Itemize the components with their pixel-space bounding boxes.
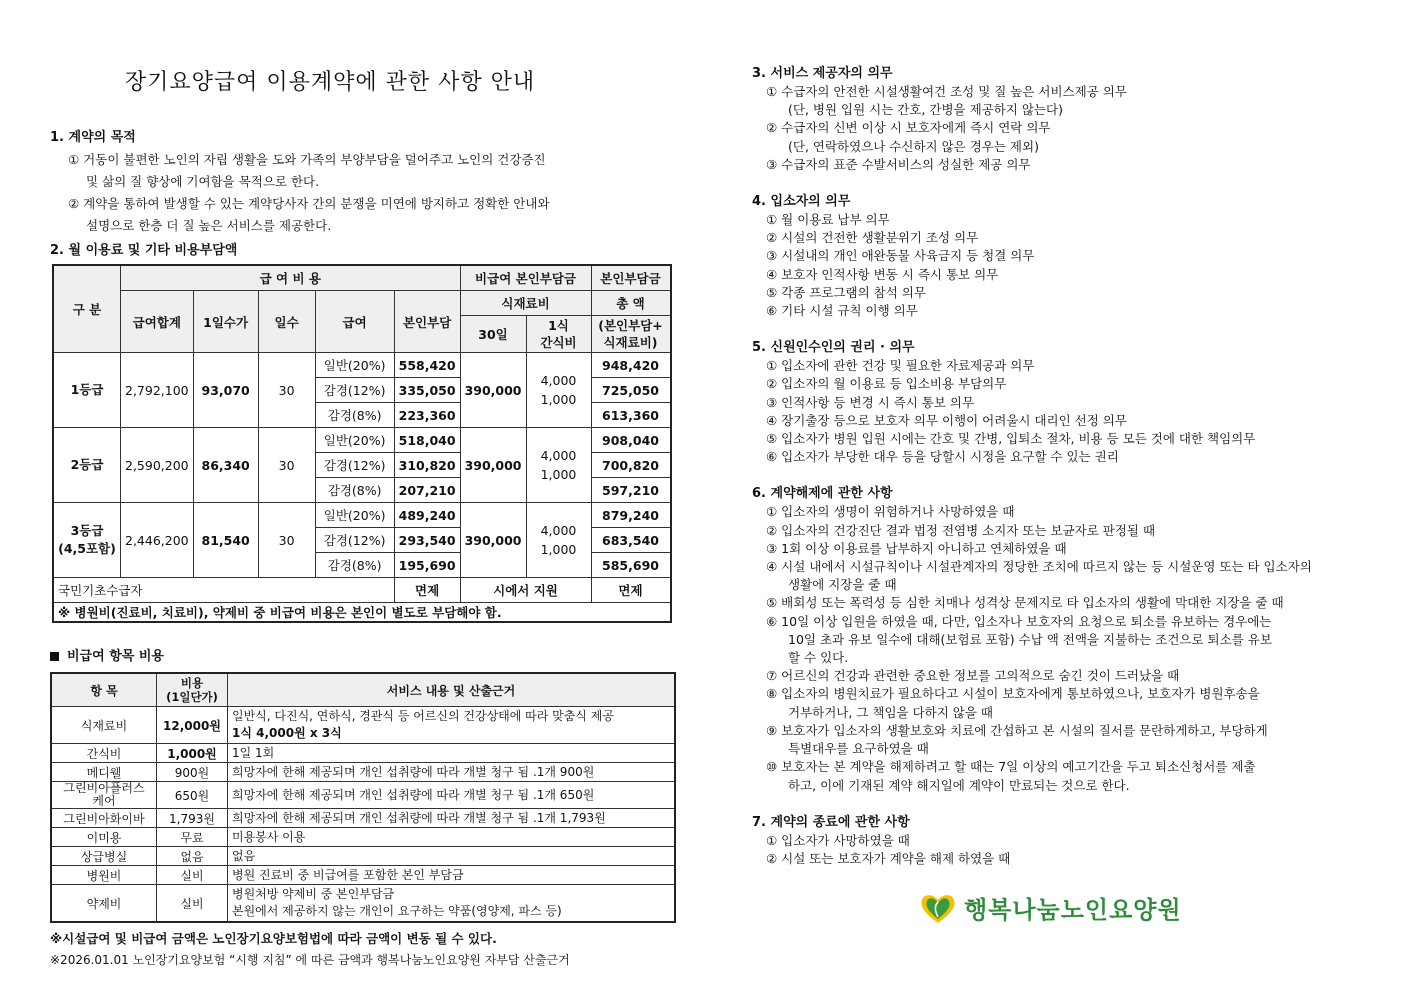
right-section-item: ⑩ 보호자는 본 계약을 해제하려고 할 때는 7일 이상의 예고기간을 두고 퇴소신청서를 제출 하고, 이에 기재된 계약 해지일에 계약이 만료되는 것으로 한다. — [766, 759, 1256, 793]
logo-text: 행복나눔노인요양원 — [964, 896, 1182, 924]
grade-daily: 81,540 — [193, 503, 258, 578]
grade-days: 30 — [258, 428, 315, 503]
right-section-item: ② 수급자의 신변 이상 시 보호자에게 즉시 연락 의무 (단, 연락하였으나 수신하지 않은 경우는 제외) — [766, 120, 1051, 154]
right-section-item: ② 시설의 건전한 생활분위기 조성 의무 — [766, 230, 979, 246]
grade-type: 감경(12%) — [315, 453, 394, 478]
right-column — [752, 62, 1372, 884]
purpose-2a: ② 계약을 통하여 발생할 수 있는 계약당사자 간의 분쟁을 미연에 방지하고 정확한 안내와 — [68, 196, 550, 211]
header-30days: 30일 — [460, 316, 526, 353]
grade-snack: 4,000 1,000 — [526, 503, 591, 578]
right-section-item: ⑥ 입소자가 부당한 대우 등을 당할시 시정을 요구할 수 있는 권리 — [766, 449, 1119, 465]
right-section-item: ⑧ 입소자의 병원치료가 필요하다고 시설이 보호자에게 통보하였으나, 보호자가 병원후송을 거부하거나, 그 책임을 다하지 않을 때 — [766, 686, 1260, 720]
grade-name: 2등급 — [53, 428, 121, 503]
header-total-1: 본인부담금 — [591, 265, 671, 291]
header-self: 본인부담 — [394, 291, 460, 353]
logo — [918, 890, 1182, 925]
right-section-item: ③ 수급자의 표준 수발서비스의 성실한 제공 의무 — [766, 156, 1031, 172]
right-section-item: ⑤ 배회성 또는 폭력성 등 심한 치매나 성격상 문제지로 타 입소자의 생활에 막대한 지장을 줄 때 — [766, 595, 1284, 611]
grade-days: 30 — [258, 353, 315, 428]
fee-row — [53, 503, 671, 528]
grade-total: 879,240 — [591, 503, 671, 528]
nb-cost: 900원 — [157, 763, 228, 782]
header-snack: 1식 간식비 — [526, 316, 591, 353]
grade-food: 390,000 — [460, 428, 526, 503]
grade-sum: 2,446,200 — [121, 503, 194, 578]
right-section — [752, 62, 1372, 174]
grade-type: 감경(12%) — [315, 378, 394, 403]
grade-self: 310,820 — [394, 453, 460, 478]
nb-cost: 650원 — [157, 782, 228, 809]
grade-food: 390,000 — [460, 353, 526, 428]
grade-total: 700,820 — [591, 453, 671, 478]
header-benefit: 급 여 비 용 — [121, 265, 461, 291]
grade-self: 518,040 — [394, 428, 460, 453]
nb-cost: 12,000원 — [157, 707, 228, 744]
grade-total: 908,040 — [591, 428, 671, 453]
nb-item: 식재료비 — [51, 707, 157, 744]
right-section-item: ⑤ 입소자가 병원 입원 시에는 간호 및 간병, 입퇴소 절차, 비용 등 모든 것에 대한 책임의무 — [766, 431, 1256, 447]
grade-type: 감경(8%) — [315, 403, 394, 428]
nb-cost: 1,000원 — [157, 744, 228, 763]
basic-self: 면제 — [394, 578, 460, 603]
grade-food: 390,000 — [460, 503, 526, 578]
basic-food: 시에서 지원 — [460, 578, 591, 603]
header-daily: 1일수가 — [193, 291, 258, 353]
right-section-item: ① 입소자의 생명이 위험하거나 사망하였을 때 — [766, 504, 1015, 520]
nb-desc: 희망자에 한해 제공되며 개인 섭취량에 따라 개별 청구 됨 .1개 1,793원 — [228, 809, 676, 828]
nb-desc: 병원처방 약제비 중 본인부담금 본원에서 제공하지 않는 개인이 요구하는 약품(영양제, 파스 등) — [228, 885, 676, 923]
nb-item: 상급병실 — [51, 847, 157, 866]
nb-cost: 실비 — [157, 866, 228, 885]
nb-row — [51, 828, 675, 847]
fee-footnote: ※ 병원비(진료비, 치료비), 약제비 중 비급여 비용은 본인이 별도로 부담해야 함. — [53, 603, 671, 623]
grade-total: 948,420 — [591, 353, 671, 378]
nb-item: 메디웰 — [51, 763, 157, 782]
nb-item: 약제비 — [51, 885, 157, 923]
heart-leaf-icon — [918, 891, 958, 925]
fee-table — [52, 264, 672, 623]
grade-self: 223,360 — [394, 403, 460, 428]
nb-row — [51, 847, 675, 866]
grade-self: 335,050 — [394, 378, 460, 403]
right-section-item: ④ 보호자 인적사항 변동 시 즉시 통보 의무 — [766, 266, 999, 282]
nb-desc: 희망자에 한해 제공되며 개인 섭취량에 따라 개별 청구 됨 .1개 650원 — [228, 782, 676, 809]
right-section-item: ② 입소자의 월 이용료 등 입소비용 부담의무 — [766, 376, 1007, 392]
nb-item: 그린비아화이바 — [51, 809, 157, 828]
purpose-2b: 설명으로 한층 더 질 높은 서비스를 제공한다. — [86, 218, 332, 233]
document-title: 장기요양급여 이용계약에 관한 사항 안내 — [124, 70, 536, 95]
grade-days: 30 — [258, 503, 315, 578]
grade-type: 일반(20%) — [315, 503, 394, 528]
footnote-row — [53, 603, 671, 623]
grade-snack: 4,000 1,000 — [526, 428, 591, 503]
grade-self: 207,210 — [394, 478, 460, 503]
grade-self: 489,240 — [394, 503, 460, 528]
note-1: ※시설급여 및 비급여 금액은 노인장기요양보험법에 따라 금액이 변동 될 수 있다. — [50, 931, 497, 946]
fee-row — [53, 428, 671, 453]
grade-self: 558,420 — [394, 353, 460, 378]
right-section — [752, 482, 1372, 794]
right-section-item: ② 시설 또는 보호자가 계약을 해제 하였을 때 — [766, 850, 1011, 866]
nb-item: 그린비아플러스 케어 — [51, 782, 157, 809]
right-section-heading: 3. 서비스 제공자의 의무 — [752, 66, 893, 81]
grade-name: 3등급 (4,5포함) — [53, 503, 121, 578]
header-food: 식재료비 — [460, 291, 591, 316]
nb-row — [51, 866, 675, 885]
right-section-item: ⑤ 각종 프로그램의 참석 의무 — [766, 284, 926, 300]
nb-desc: 일반식, 다진식, 연하식, 경관식 등 어르신의 건강상태에 따라 맞춤식 제공 1식 4,000원 x 3식 — [228, 707, 676, 744]
right-section-item: ① 수급자의 안전한 시설생활여건 조성 및 질 높은 서비스제공 의무 (단, 병원 입원 시는 간호, 간병을 제공하지 않는다) — [766, 84, 1127, 118]
right-section-item: ③ 인적사항 등 변경 시 즉시 통보 의무 — [766, 394, 975, 410]
basic-recipient-row — [53, 578, 671, 603]
nb-item: 병원비 — [51, 866, 157, 885]
right-section-heading: 7. 계약의 종료에 관한 사항 — [752, 814, 910, 830]
grade-type: 감경(12%) — [315, 528, 394, 553]
section-1-body — [50, 149, 690, 237]
grade-total: 725,050 — [591, 378, 671, 403]
grade-self: 293,540 — [394, 528, 460, 553]
nb-header-cost: 비용 (1일단가) — [157, 673, 228, 707]
header-nonbenefit: 비급여 본인부담금 — [460, 265, 591, 291]
right-section-item: ⑨ 보호자가 입소자의 생활보호와 치료에 간섭하고 본 시설의 질서를 문란하게하고, 부당하게 특별대우를 요구하였을 때 — [766, 722, 1268, 757]
header-days: 일수 — [258, 291, 315, 353]
nb-item: 이미용 — [51, 828, 157, 847]
right-section-item: ② 입소자의 건강진단 결과 법정 전염병 소지자 또는 보균자로 판정될 때 — [766, 522, 1156, 538]
purpose-1b: 및 삶의 질 향상에 기여함을 목적으로 한다. — [86, 174, 320, 189]
section-2-heading: 2. 월 이용료 및 기타 비용부담액 — [50, 243, 238, 258]
nb-row — [51, 744, 675, 763]
right-section-item: ① 입소자에 관한 건강 및 필요한 자료제공과 의무 — [766, 358, 1035, 374]
grade-total: 613,360 — [591, 403, 671, 428]
grade-type: 일반(20%) — [315, 428, 394, 453]
grade-daily: 86,340 — [193, 428, 258, 503]
nb-desc: 1일 1회 — [228, 744, 676, 763]
header-gubun: 구 분 — [53, 265, 121, 353]
nonbenefit-heading: 비급여 항목 비용 — [50, 645, 690, 664]
nb-desc: 희망자에 한해 제공되며 개인 섭취량에 따라 개별 청구 됨 .1개 900원 — [228, 763, 676, 782]
section-1-heading: 1. 계약의 목적 — [50, 130, 136, 145]
grade-snack: 4,000 1,000 — [526, 353, 591, 428]
right-section-item: ① 월 이용료 납부 의무 — [766, 212, 890, 228]
note-2: ※2026.01.01 노인장기요양보험 “시행 지침” 에 따른 금액과 행복나눔노인요양원 자부담 산출근거 — [50, 953, 570, 967]
nb-header-item: 항 목 — [51, 673, 157, 707]
square-bullet-icon — [50, 652, 59, 661]
grade-type: 일반(20%) — [315, 353, 394, 378]
nb-cost: 무료 — [157, 828, 228, 847]
right-section-item: ④ 시설 내에서 시설규칙이나 시설관계자의 정당한 조치에 따르지 않는 등 시설운영 또는 타 입소자의 생활에 지장을 줄 때 — [766, 559, 1312, 593]
nb-cost: 없음 — [157, 847, 228, 866]
basic-total: 면제 — [591, 578, 671, 603]
nb-row — [51, 885, 675, 923]
nb-row — [51, 763, 675, 782]
right-section — [752, 811, 1372, 868]
grade-total: 597,210 — [591, 478, 671, 503]
nb-desc: 병원 진료비 중 비급여를 포함한 본인 부담금 — [228, 866, 676, 885]
right-section-heading: 6. 계약해제에 관한 사항 — [752, 486, 893, 502]
nb-row — [51, 782, 675, 809]
right-section-item: ⑥ 10일 이상 입원을 하였을 때, 다만, 입소자나 보호자의 요청으로 퇴소를 유보하는 경우에는 10일 초과 유보 일수에 대해(보험료 포함) 수납 액 전액을 지불하는 조건으로 퇴소를 유보 할 수 있다. — [766, 613, 1272, 666]
grade-self: 195,690 — [394, 553, 460, 578]
right-section-item: ③ 1회 이상 이용료를 납부하지 아니하고 연체하였을 때 — [766, 540, 1067, 556]
right-section-item: ③ 시설내의 개인 애완동물 사육금지 등 청결 의무 — [766, 248, 1035, 264]
header-type: 급여 — [315, 291, 394, 353]
purpose-1a: ① 거동이 불편한 노인의 자립 생활을 도와 가족의 부양부담을 덜어주고 노인의 건강증진 — [68, 152, 546, 167]
right-section-heading: 5. 신원인수인의 권리 · 의무 — [752, 340, 915, 356]
nb-row — [51, 707, 675, 744]
right-section — [752, 190, 1372, 320]
grade-total: 585,690 — [591, 553, 671, 578]
right-section-item: ⑦ 어르신의 건강과 관련한 중요한 정보를 고의적으로 숨긴 것이 드러났을 때 — [766, 668, 1180, 684]
grade-sum: 2,792,100 — [121, 353, 194, 428]
header-total-2: 총 액 — [591, 291, 671, 316]
grade-daily: 93,070 — [193, 353, 258, 428]
grade-type: 감경(8%) — [315, 478, 394, 503]
nonbenefit-table — [50, 672, 676, 923]
right-section-item: ① 입소자가 사망하였을 때 — [766, 832, 910, 848]
nb-item: 간식비 — [51, 744, 157, 763]
nb-cost: 실비 — [157, 885, 228, 923]
fee-row — [53, 353, 671, 378]
grade-sum: 2,590,200 — [121, 428, 194, 503]
grade-name: 1등급 — [53, 353, 121, 428]
nb-row — [51, 809, 675, 828]
nb-desc: 미용봉사 이용 — [228, 828, 676, 847]
grade-total: 683,540 — [591, 528, 671, 553]
right-section-item: ⑥ 기타 시설 규칙 이행 의무 — [766, 303, 918, 319]
grade-type: 감경(8%) — [315, 553, 394, 578]
right-section-heading: 4. 입소자의 의무 — [752, 194, 851, 210]
basic-label: 국민기초수급자 — [53, 578, 394, 603]
right-section — [752, 336, 1372, 466]
header-total-3: (본인부담+ 식재료비) — [591, 316, 671, 353]
nb-desc: 없음 — [228, 847, 676, 866]
nb-header-desc: 서비스 내용 및 산출근거 — [228, 673, 676, 707]
nb-cost: 1,793원 — [157, 809, 228, 828]
right-section-item: ④ 장기출장 등으로 보호자 의무 이행이 어려울시 대리인 선정 의무 — [766, 412, 1127, 428]
header-sum: 급여합계 — [121, 291, 194, 353]
left-column — [50, 60, 690, 968]
